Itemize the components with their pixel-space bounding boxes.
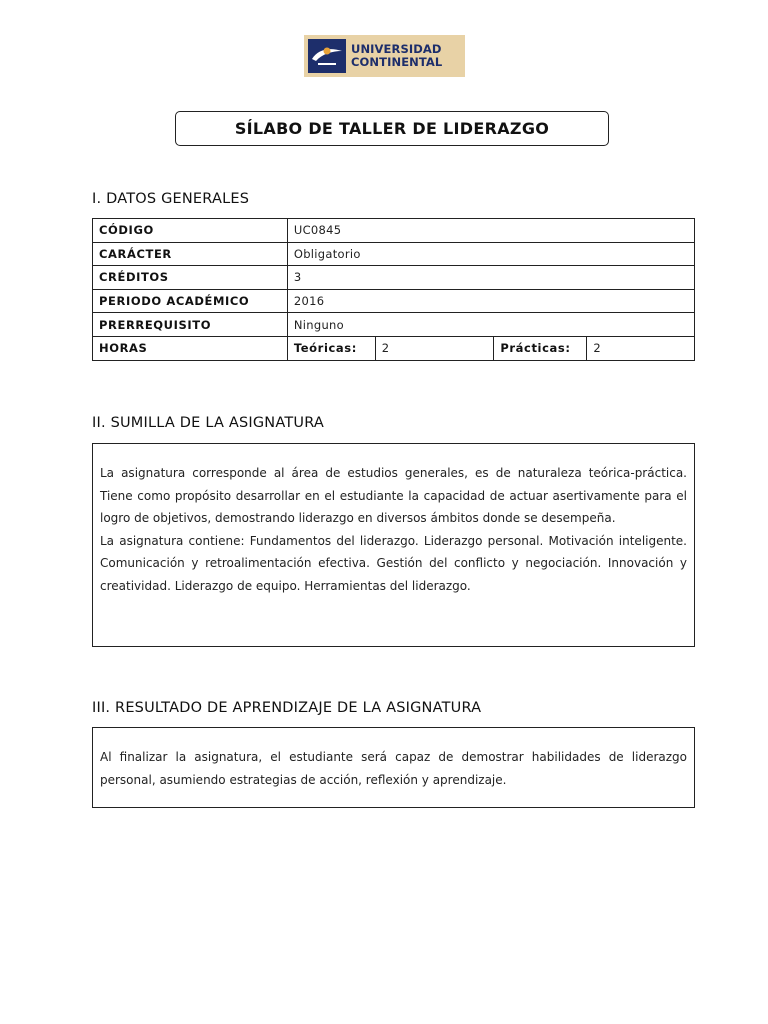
row-label: CARÁCTER	[93, 242, 288, 266]
hours-label: HORAS	[93, 336, 288, 360]
row-value: 3	[287, 266, 694, 290]
section-2-heading: II. SUMILLA DE LA ASIGNATURA	[92, 415, 325, 431]
practice-hours-label: Prácticas:	[494, 336, 587, 360]
row-label: PERIODO ACADÉMICO	[93, 289, 288, 313]
row-label: CÓDIGO	[93, 219, 288, 243]
sumilla-paragraph-2: La asignatura contiene: Fundamentos del liderazgo. Liderazgo personal. Motivación inteligente. Comunicación y retroalimentación efectiva. Gestión del conflicto y negociación. Innovación y creatividad. Liderazgo de equipo. Herramientas del liderazgo.	[100, 533, 687, 593]
table-row	[93, 313, 695, 337]
theory-hours-label: Teóricas:	[287, 336, 375, 360]
logo-emblem-icon	[308, 39, 346, 73]
row-value: Obligatorio	[287, 242, 694, 266]
row-label: PRERREQUISITO	[93, 313, 288, 337]
logo-text	[351, 43, 442, 69]
learning-outcome-paragraph: Al finalizar la asignatura, el estudiante será capaz de demostrar habilidades de liderazgo personal, asumiendo estrategias de acción, reflexión y aprendizaje.	[100, 750, 687, 787]
row-value: UC0845	[287, 219, 694, 243]
university-logo	[304, 35, 465, 77]
row-value: Ninguno	[287, 313, 694, 337]
sumilla-paragraph-1: La asignatura corresponde al área de estudios generales, es de naturaleza teórica-práctica. Tiene como propósito desarrollar en el estudiante la capacidad de actuar asertivamente para el logro de objetivos, demostrando liderazgo en diversos ámbitos donde se desempeña.	[100, 466, 687, 525]
theory-hours-value: 2	[375, 336, 494, 360]
sumilla-box	[92, 443, 695, 647]
section-1-heading: I. DATOS GENERALES	[92, 191, 250, 207]
logo-line-1: UNIVERSIDAD	[351, 42, 442, 56]
table-row	[93, 289, 695, 313]
table-row	[93, 266, 695, 290]
document-title: SÍLABO DE TALLER DE LIDERAZGO	[175, 111, 609, 146]
table-row	[93, 336, 695, 360]
section-3-heading: III. RESULTADO DE APRENDIZAJE DE LA ASIGNATURA	[92, 700, 482, 716]
logo-line-2: CONTINENTAL	[351, 55, 443, 69]
learning-outcome-box	[92, 727, 695, 808]
row-label: CRÉDITOS	[93, 266, 288, 290]
general-data-table	[92, 218, 695, 361]
practice-hours-value: 2	[587, 336, 695, 360]
row-value: 2016	[287, 289, 694, 313]
table-row	[93, 219, 695, 243]
table-row	[93, 242, 695, 266]
